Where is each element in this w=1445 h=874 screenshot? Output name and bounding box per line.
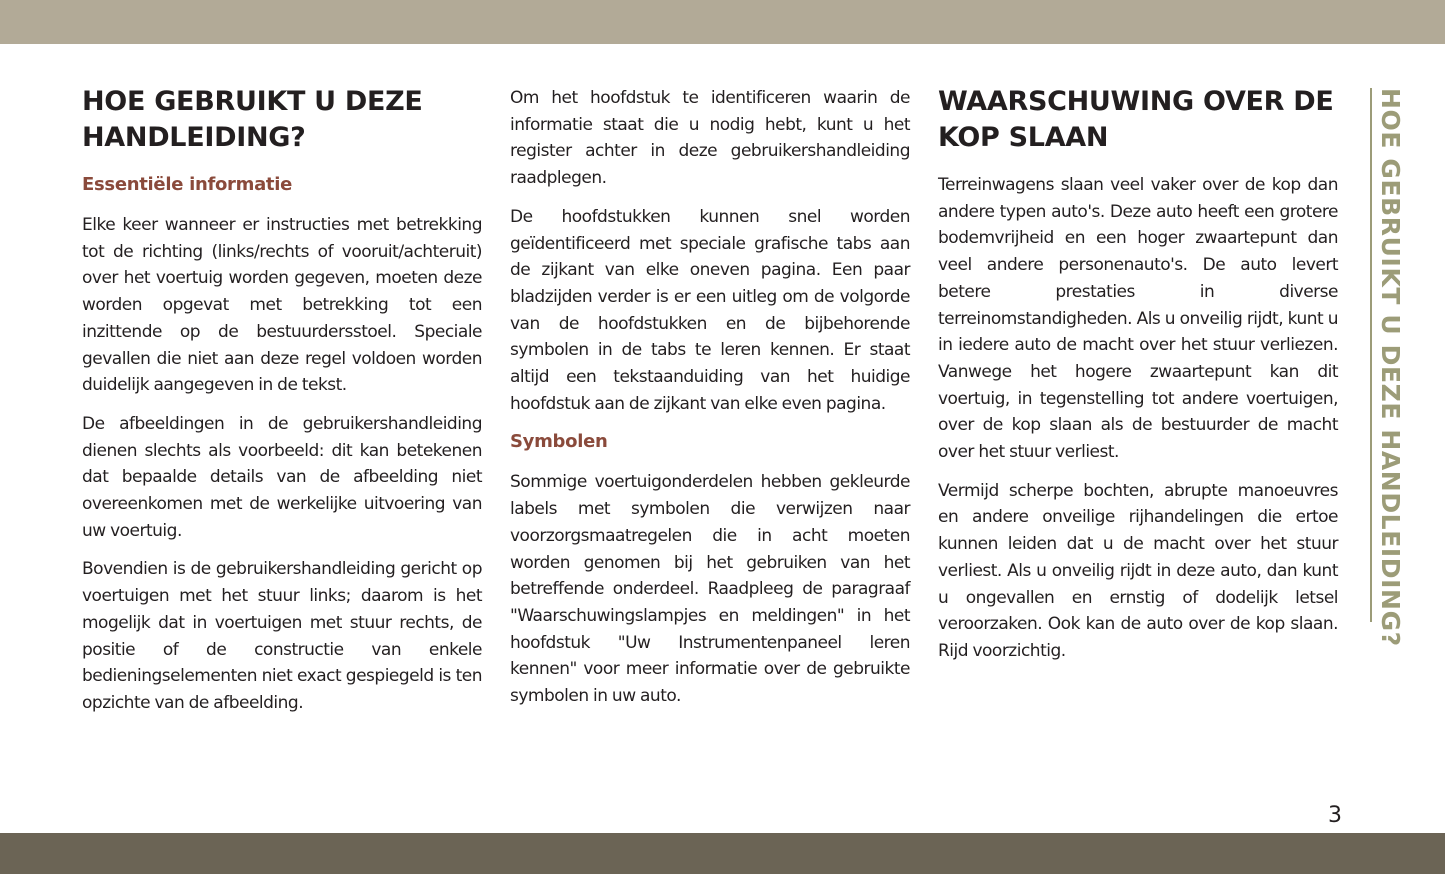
column-middle [510, 85, 910, 722]
paragraph: De hoofdstukken kunnen snel worden geïdentificeerd met speciale grafische tabs aan de zijkant van elke oneven pagina. Een paar bladzijden verder is er een uitleg om de volgorde van de hoofdstukken en de bijbehorende symbolen in de tabs te leren kennen. Er staat altijd een tekstaanduiding van het huidige hoofdstuk aan de zijkant van elke even pagina. [510, 206, 910, 414]
subheading-symbols: Symbolen [510, 431, 608, 453]
column-left [82, 84, 482, 729]
paragraph: Sommige voertuigonderdelen hebben gekleurde labels met symbolen die verwijzen naar voorzorgsmaatregelen die in acht moeten worden genomen bij het gebruiken van het betreffende onderdeel. Raadpleeg de paragraaf "Waarschuwingslampjes en meldingen" in het hoofdstuk "Uw Instrumentenpaneel leren kennen" voor meer informatie over de gebruikte symbolen in uw auto. [510, 472, 910, 707]
page-number: 3 [1328, 803, 1342, 828]
paragraph: Elke keer wanneer er instructies met betrekking tot de richting (links/rechts of vooruit/achteruit) over het voertuig worden gegeven, moeten deze worden opgevat met betrekking tot een inzittende op de bestuurdersstoel. Speciale gevallen die niet aan deze regel voldoen worden duidelijk aangegeven in de tekst. [82, 215, 482, 396]
chapter-side-tab [1370, 88, 1408, 647]
section-title-how-to-use: HOE GEBRUIKT U DEZE HANDLEIDING? [82, 86, 423, 153]
column-right [938, 84, 1338, 677]
top-header-bar [0, 0, 1445, 44]
section-title-rollover-warning: WAARSCHUWING OVER DE KOP SLAAN [938, 86, 1334, 153]
paragraph: De afbeeldingen in de gebruikershandleiding dienen slechts als voorbeeld: dit kan betekenen dat bepaalde details van de afbeelding niet overeenkomen met de werkelijke uitvoering van uw voertuig. [82, 413, 482, 541]
paragraph: Om het hoofdstuk te identificeren waarin de informatie staat die u nodig hebt, kunt u het register achter in deze gebruikershandleiding raadplegen. [510, 88, 910, 189]
bottom-footer-bar [0, 833, 1445, 874]
paragraph: Vermijd scherpe bochten, abrupte manoeuvres en andere onveilige rijhandelingen die ertoe kunnen leiden dat u de macht over het stuur verliest. Als u onveilig rijdt in deze auto, dan kunt u ongevallen en ernstig of dodelijk letsel veroorzaken. Ook kan de auto over de kop slaan. Rijd voorzichtig. [938, 480, 1338, 661]
subheading-essential-info: Essentiële informatie [82, 174, 293, 195]
paragraph: Bovendien is de gebruikershandleiding gericht op voertuigen met het stuur links; daarom is het mogelijk dat in voertuigen met stuur rechts, de positie of de constructie van enkele bedieningselementen niet exact gespiegeld is ten opzichte van de afbeelding. [82, 559, 482, 713]
chapter-side-tab-label: HOE GEBRUIKT U DEZE HANDLEIDING? [1376, 88, 1405, 647]
paragraph: Terreinwagens slaan veel vaker over de kop dan andere typen auto's. Deze auto heeft een grotere bodemvrijheid en een hoger zwaartepunt dan veel andere personenauto's. De auto levert betere prestaties in diverse terreinomstandigheden. Als u onveilig rijdt, kunt u in iedere auto de macht over het stuur verliezen. Vanwege het hogere zwaartepunt kan dit voertuig, in tegenstelling tot andere voertuigen, over de kop slaan als de bestuurder de macht over het stuur verliest. [938, 175, 1338, 463]
